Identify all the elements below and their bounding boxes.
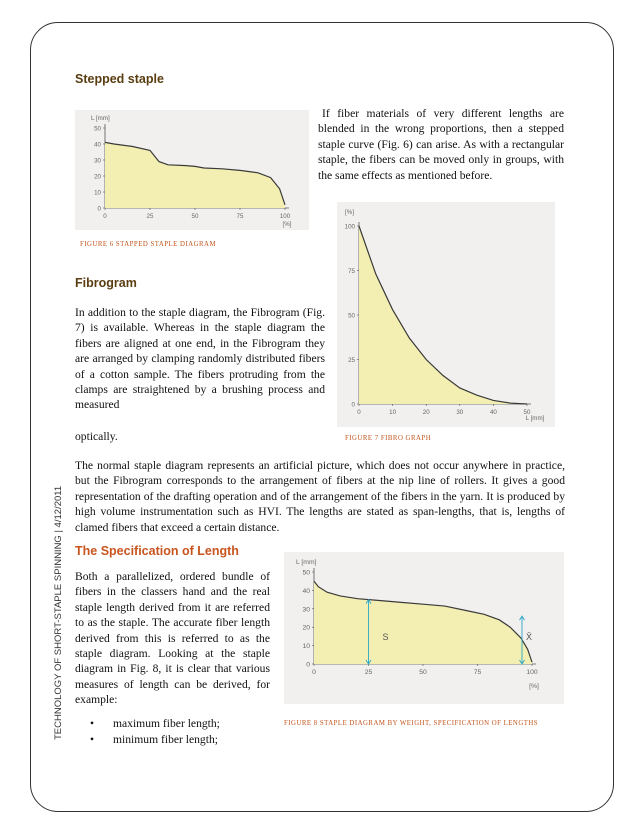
- chart-specification: [284, 552, 564, 704]
- paragraph-specification: Both a parallelized, ordered bundle of fibers in the classers hand and the real staple length derived from it are referred to as the staple. The accurate fiber length derived from this is referred to as the staple diagram. Looking at the staple diagram in Fig. 8, it is clear that various measures of length can be derived, for example:: [75, 570, 270, 707]
- caption-fig7: FIGURE 7 FIBRO GRAPH: [345, 435, 432, 442]
- x-tick-label: 75: [473, 669, 482, 676]
- heading-specification: The Specification of Length: [75, 544, 239, 558]
- y-tick-label: 40: [302, 587, 310, 595]
- paragraph-fibrogram-end: optically.: [75, 430, 118, 443]
- x-tick-label: 10: [389, 409, 397, 416]
- y-tick-label: 20: [94, 173, 101, 181]
- y-axis-label: L [mm]: [296, 559, 317, 566]
- y-tick-label: 25: [348, 357, 355, 364]
- paragraph-fibrogram: In addition to the staple diagram, the Fibrogram (Fig. 7) is available. Whereas in the staple diagram the fibers are aligned at one end, in the Fibrogram they are arranged by clamping randomly distributed fibers of a cotton sample. The fibers protruding from the clamps are straightened by a brushing process and measured: [75, 306, 325, 412]
- annotation-s: S: [382, 632, 389, 643]
- y-axis-label: L [mm]: [91, 115, 110, 122]
- heading-stepped-staple: Stepped staple: [75, 72, 164, 86]
- specification-svg: [284, 552, 564, 704]
- y-tick-label: 30: [94, 157, 101, 165]
- y-tick-label: 50: [94, 125, 101, 133]
- sidebar-text: TECHNOLOGY OF SHORT-STAPLE SPINNING | 4/12/2011: [53, 485, 64, 740]
- y-tick-label: 100: [344, 223, 355, 231]
- fibrogram-svg: [337, 202, 555, 427]
- y-tick-label: 30: [302, 606, 310, 614]
- annotation-x: X̄: [526, 632, 533, 643]
- area-fill: [314, 581, 532, 664]
- x-axis-label: L [mm]: [525, 415, 545, 422]
- x-tick-label: 0: [103, 213, 107, 220]
- heading-fibrogram: Fibrogram: [75, 276, 137, 290]
- x-tick-label: 100: [279, 213, 291, 220]
- x-tick-label: 50: [523, 409, 531, 416]
- y-tick-label: 10: [302, 643, 310, 651]
- x-axis-label: [%]: [282, 221, 292, 228]
- x-tick-label: 20: [422, 409, 430, 416]
- stepped-staple-svg: [75, 110, 309, 230]
- caption-fig8: FIGURE 8 STAPLE DIAGRAM BY WEIGHT, SPECIFICATION OF LENGTHS: [284, 720, 539, 727]
- bullet-list: [75, 716, 220, 747]
- x-tick-label: 30: [456, 409, 464, 416]
- paragraph-fibrogram-2: The normal staple diagram represents an artificial picture, which does not occur anywhere in practice, but the Fibrogram corresponds to the arrangement of fibers at the nip line of rollers. It gives a good representation of the drafting operation and of the arrangement of the fibers in the yarn. It is produced by high volume instrumentation such as HVI. The lengths are stated as span-lengths, that is, lengths of clamed fibers that exceed a certain distance.: [75, 459, 565, 534]
- x-tick-label: 50: [419, 669, 427, 676]
- y-tick-label: 50: [302, 569, 310, 577]
- list-item: • minimum fiber length;: [75, 732, 220, 748]
- paragraph-stepped-staple: If fiber materials of very different lengths are blended in the wrong proportions, then a stepped staple curve (Fig. 6) can arise. As with a rectangular staple, the fibers can be moved only in groups, with the same effects as mentioned before.: [318, 107, 564, 182]
- y-tick-label: 0: [306, 661, 310, 669]
- x-tick-label: 0: [357, 409, 361, 416]
- x-axis-label: [%]: [529, 683, 539, 690]
- chart-stepped-staple: [75, 110, 309, 230]
- x-tick-label: 25: [364, 669, 373, 676]
- x-tick-label: 100: [526, 669, 538, 676]
- caption-fig6: FIGURE 6 STAPPED STAPLE DIAGRAM: [80, 241, 217, 248]
- y-tick-label: 50: [348, 312, 355, 320]
- x-tick-label: 50: [191, 213, 199, 220]
- y-tick-label: 0: [351, 401, 355, 409]
- x-tick-label: 0: [312, 669, 316, 676]
- x-tick-label: 40: [489, 409, 497, 416]
- x-tick-label: 25: [146, 213, 154, 220]
- area-fill: [105, 142, 285, 208]
- chart-fibrogram: [337, 202, 555, 427]
- y-tick-label: 0: [97, 205, 101, 213]
- y-tick-label: 20: [302, 624, 310, 632]
- area-fill: [359, 226, 527, 404]
- y-tick-label: 10: [94, 189, 101, 197]
- list-item: • maximum fiber length;: [75, 716, 220, 732]
- y-tick-label: 75: [348, 268, 355, 275]
- y-axis-label: [%]: [345, 209, 354, 216]
- y-tick-label: 40: [94, 141, 101, 149]
- x-tick-label: 75: [236, 213, 244, 220]
